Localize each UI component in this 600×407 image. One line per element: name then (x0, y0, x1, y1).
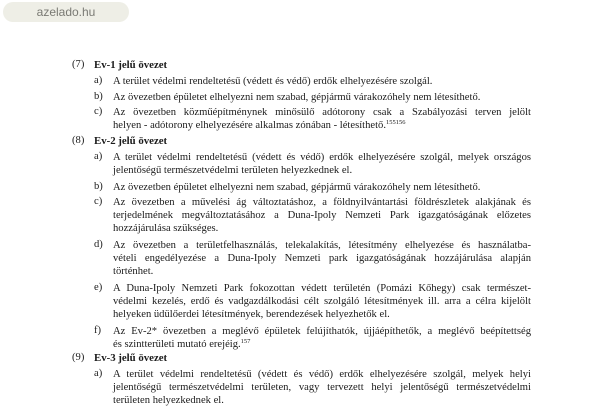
item-text: A Duna-Ipoly Nemzeti Park fokozottan védett területén (Pomázi Kőhegy) csak természet- (113, 283, 531, 294)
section-7-number: (7) (72, 59, 85, 70)
item-text (113, 338, 250, 351)
item-text: jelentőségű természetvédelmi területen helyezkednek el. (113, 165, 353, 176)
item-text: Az övezetben a területfelhasználás, telekalakítás, létesítmény elhelyezése és használatba- (113, 240, 531, 251)
item-letter: b) (94, 181, 103, 192)
item-letter: b) (94, 91, 103, 102)
item-letter: a) (94, 151, 103, 162)
item-text: Az Ev-2* övezetben a meglévő épületek felújíthatók, újjáépíthetők, a meglévő beépítettség (113, 326, 531, 337)
item-text: történhet. (113, 266, 154, 277)
item-letter: c) (94, 196, 103, 207)
item-text-part: helyen - adótorony elhelyezésére alkalmas zónában - létesíthető. (113, 120, 386, 131)
item-text: területen helyezkednek el. (113, 395, 224, 406)
footnote-ref: 157 (240, 338, 251, 345)
section-8-number: (8) (72, 135, 85, 146)
item-letter: a) (94, 368, 103, 379)
item-text: Az övezetben épületet elhelyezni nem szabad, gépjármű várakozóhely nem létesíthető. (113, 92, 481, 103)
item-text: Az övezetben közműépítménynek minősülő adótorony csak a Szabályozási terven jelölt (113, 107, 531, 118)
item-letter: c) (94, 106, 103, 117)
item-text: Az övezetben a művelési ág változtatáshoz, a földnyilvántartási földrészletek alakjának és (113, 197, 531, 208)
item-text: jelentőségű természetvédelmi területen, vagy tervezett helyi jelentőségű természetvédelmi (113, 382, 531, 393)
item-text: vételi engedélyezése a Duna-Ipoly Nemzeti park igazgatóságának hozzájárulása alapján (113, 253, 531, 264)
footnote-ref: 155156 (385, 119, 406, 126)
item-text: hozzájárulása szükséges. (113, 223, 219, 234)
item-letter: f) (94, 325, 102, 336)
section-9-title: Ev-3 jelű övezet (94, 352, 168, 364)
item-text: Az övezetben épületet elhelyezni nem szabad, gépjármű várakozóhely nem létesíthető. (113, 182, 481, 193)
item-text: terjedelmének megváltoztatásához a Duna-Ipoly Nemzeti Park igazgatóságának előzetes (113, 210, 531, 221)
item-text: A terület védelmi rendeltetésű (védett és védő) erdők elhelyezésére szolgál. (113, 76, 433, 87)
item-text: A terület védelmi rendeltetésű (védett és védő) erdők elhelyezésére szolgál, melyek országos (113, 152, 531, 163)
item-text: helyeken üdülőerdei létesítmények, berendezések helyezhetők el. (113, 309, 390, 320)
section-9-number: (9) (72, 352, 85, 363)
item-text: A terület védelmi rendeltetésű (védett és védő) erdők elhelyezésére szolgál, melyek helyi (113, 369, 531, 380)
section-8-title: Ev-2 jelű övezet (94, 135, 168, 147)
item-text-part: és szintterületi mutató erejéig. (113, 339, 241, 350)
section-7-title: Ev-1 jelű övezet (94, 59, 168, 71)
item-text: védelmi kezelés, erdő és vadgazdálkodási célt szolgáló létesítmények ill. arra a célra kijelölt (113, 296, 531, 307)
item-letter: e) (94, 282, 103, 293)
item-letter: d) (94, 239, 103, 250)
item-text (113, 119, 405, 132)
site-watermark: azelado.hu (3, 2, 129, 22)
item-letter: a) (94, 75, 103, 86)
